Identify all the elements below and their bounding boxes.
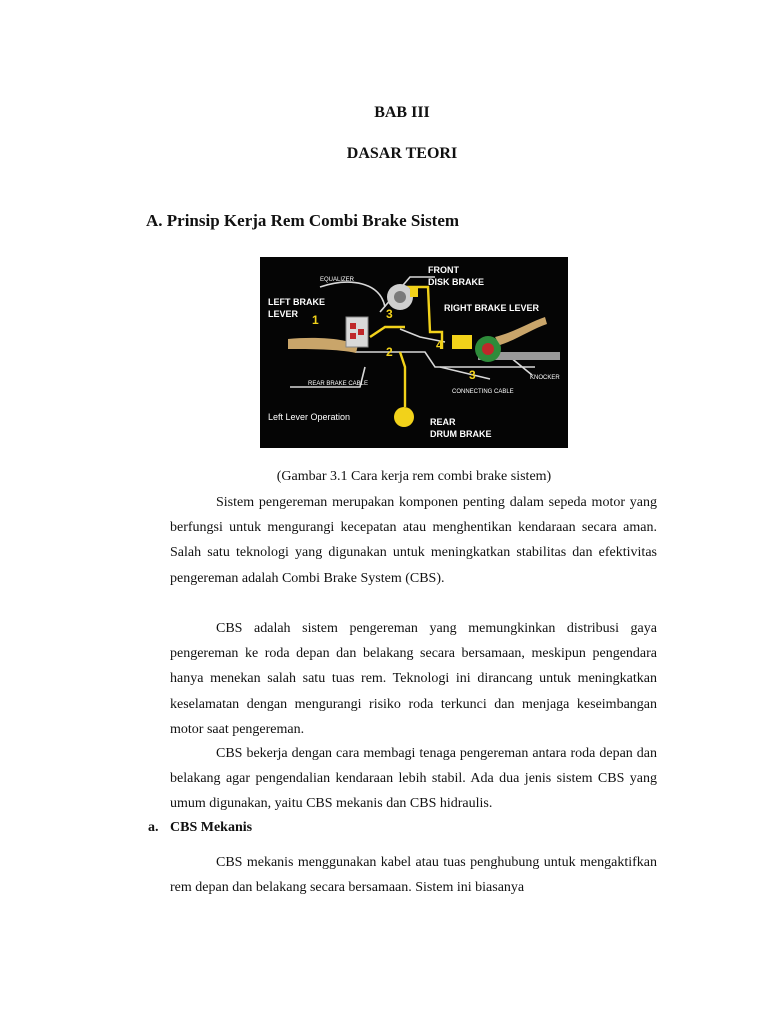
subsection-title: CBS Mekanis <box>170 820 253 835</box>
label-rear: REAR <box>430 417 456 427</box>
label-connecting-cable: CONNECTING CABLE <box>452 389 514 395</box>
label-equalizer: EQUALIZER <box>320 277 355 283</box>
cbs-diagram-figure <box>260 257 568 448</box>
step-2: 2 <box>386 345 393 359</box>
step-3b: 3 <box>469 368 476 382</box>
step-3a: 3 <box>386 307 393 321</box>
rear-drum-brake <box>394 407 414 427</box>
label-right-brake-lever: RIGHT BRAKE LEVER <box>444 303 540 313</box>
label-left-lever-operation: Left Lever Operation <box>268 412 351 422</box>
label-lever: LEVER <box>268 309 299 319</box>
label-rear-brake-cable: REAR BRAKE CABLE <box>308 381 369 387</box>
paragraph-2 <box>170 616 657 742</box>
paragraph-4-text: CBS mekanis menggunakan kabel atau tuas penghubung untuk mengaktifkan rem depan dan belakang secara bersamaan. Sistem ini biasanya <box>170 855 657 896</box>
subsection-heading <box>148 820 252 836</box>
section-heading: A. Prinsip Kerja Rem Combi Brake Sistem <box>146 211 460 230</box>
figure-caption <box>0 469 768 485</box>
label-left-brake: LEFT BRAKE <box>268 297 325 307</box>
paragraph-1-text: Sistem pengereman merupakan komponen penting dalam sepeda motor yang berfungsi untuk mengurangi kecepatan atau menghentikan kendaraan secara aman. Salah satu teknologi yang digunakan untuk meningkatkan stabilitas dan efektivitas pengereman adalah Combi Brake System (CBS). <box>170 495 657 586</box>
step-4: 4 <box>436 338 443 352</box>
chapter-title: DASAR TEORI <box>346 145 458 162</box>
cbs-diagram <box>260 257 568 448</box>
chapter-number: BAB III <box>374 104 430 121</box>
label-front: FRONT <box>428 265 459 275</box>
label-drum-brake: DRUM BRAKE <box>430 429 492 439</box>
paragraph-2-text: CBS adalah sistem pengereman yang memungkinkan distribusi gaya pengereman ke roda depan dan belakang secara bersamaan, meskipun pengendara hanya menekan salah satu tuas rem. Teknologi ini dirancang untuk meningkatkan keselamatan dengan mengurangi risiko roda terkunci dan menjaga keseimbangan motor saat pengereman. <box>170 621 657 737</box>
paragraph-4 <box>170 850 657 900</box>
subsection-marker: a. <box>148 820 159 835</box>
label-knocker: KNOCKER <box>530 375 560 381</box>
label-disk-brake: DISK BRAKE <box>428 277 485 287</box>
paragraph-1 <box>170 490 657 591</box>
step-1: 1 <box>312 313 319 327</box>
paragraph-3-text: CBS bekerja dengan cara membagi tenaga pengereman antara roda depan dan belakang agar pengendalian kendaraan lebih stabil. Ada dua jenis sistem CBS yang umum digunakan, yaitu CBS mekanis dan CBS hidraulis. <box>170 746 657 812</box>
figure-caption-text: (Gambar 3.1 Cara kerja rem combi brake sistem) <box>276 469 552 484</box>
paragraph-3 <box>170 741 657 817</box>
